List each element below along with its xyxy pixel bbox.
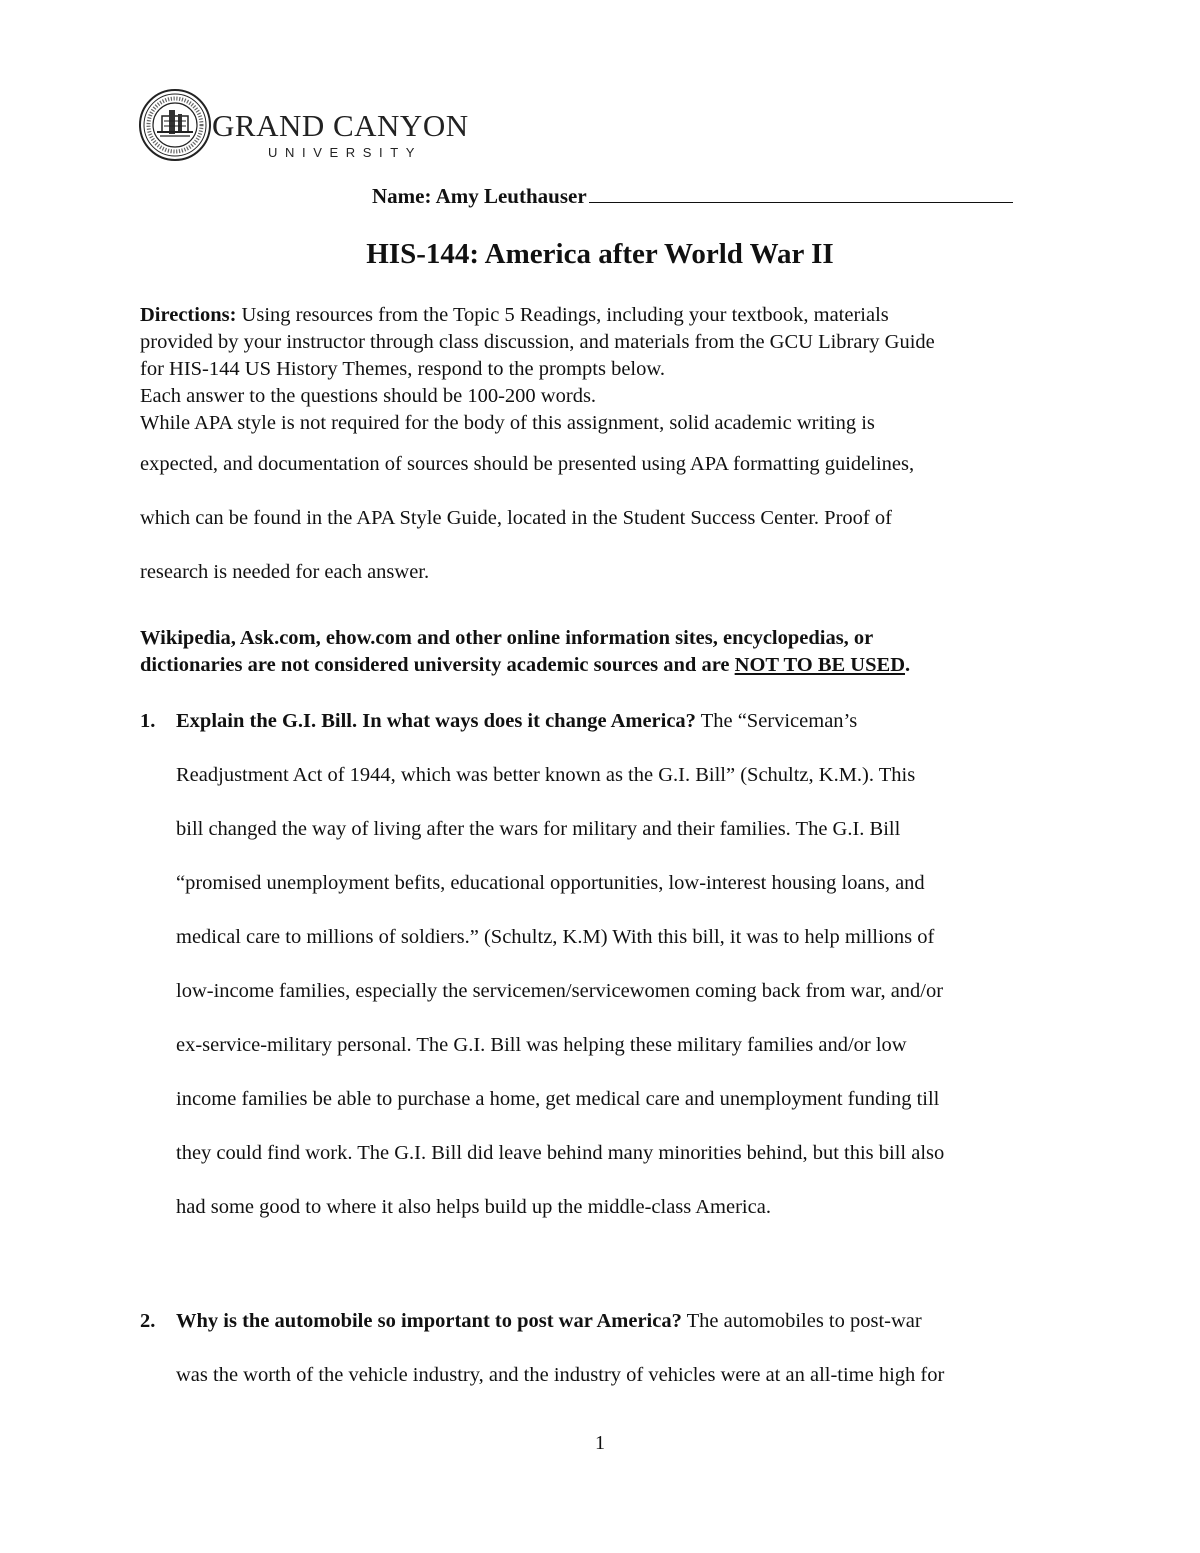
assignment-title: HIS-144: America after World War II [366, 238, 834, 270]
directions-section [140, 302, 1065, 599]
directions-label: Directions: [140, 304, 237, 326]
directions-line: expected, and documentation of sources should be presented using APA formatting guidelines, [140, 453, 915, 475]
directions-line: research is needed for each answer. [140, 561, 430, 583]
answer-line: “promised unemployment befits, educational opportunities, low-interest housing loans, and [176, 872, 925, 894]
directions-line: provided by your instructor through class discussion, and materials from the GCU Library Guide [140, 331, 935, 353]
answer-line: had some good to where it also helps build up the middle-class America. [176, 1196, 771, 1218]
warning-line-2: dictionaries are not considered university academic sources and are NOT TO BE USED. [140, 654, 911, 676]
directions-line: for HIS-144 US History Themes, respond to the prompts below. [140, 358, 665, 380]
question-prompt: Explain the G.I. Bill. In what ways does it change America? [176, 710, 696, 732]
student-name-label: Name: Amy Leuthauser [372, 184, 587, 208]
question-prompt: Why is the automobile so important to post war America? [176, 1310, 682, 1332]
answer-line: they could find work. The G.I. Bill did leave behind many minorities behind, but this bill also [176, 1142, 945, 1164]
answer-line: medical care to millions of soldiers.” (Schultz, K.M) With this bill, it was to help millions of [176, 926, 935, 948]
question-first-line: Explain the G.I. Bill. In what ways does it change America? The “Serviceman’s [176, 710, 858, 732]
answer-line: Readjustment Act of 1944, which was better known as the G.I. Bill” (Schultz, K.M.). This [176, 764, 916, 786]
directions-line: Directions: Using resources from the Topic 5 Readings, including your textbook, materials [140, 304, 889, 326]
question-2 [140, 1294, 1065, 1402]
answer-line: ex-service-military personal. The G.I. Bill was helping these military families and/or low [176, 1034, 907, 1056]
answer-line: bill changed the way of living after the wars for military and their families. The G.I. Bill [176, 818, 901, 840]
logo-subtext: UNIVERSITY [268, 145, 423, 160]
page-number: 1 [595, 1432, 605, 1454]
answer-line: income families be able to purchase a home, get medical care and unemployment funding till [176, 1088, 940, 1110]
university-seal-icon [138, 88, 212, 162]
warning-line-1: Wikipedia, Ask.com, ehow.com and other online information sites, encyclopedias, or [140, 627, 874, 649]
question-number: 1. [140, 710, 156, 732]
directions-line: Each answer to the questions should be 100-200 words. [140, 385, 597, 407]
name-underline [589, 201, 1013, 203]
question-number: 2. [140, 1310, 156, 1332]
directions-line: While APA style is not required for the body of this assignment, solid academic writing is [140, 412, 875, 434]
university-logo [138, 88, 469, 162]
sources-warning [140, 625, 1065, 679]
answer-line: was the worth of the vehicle industry, and the industry of vehicles were at an all-time high for [176, 1364, 945, 1386]
answer-line: low-income families, especially the servicemen/servicewomen coming back from war, and/or [176, 980, 944, 1002]
not-to-be-used-text: NOT TO BE USED [734, 654, 905, 676]
logo-wordmark: GRAND CANYON [212, 108, 469, 143]
directions-line: which can be found in the APA Style Guide, located in the Student Success Center. Proof of [140, 507, 892, 529]
student-name-line [372, 184, 1013, 209]
question-first-line: Why is the automobile so important to post war America? The automobiles to post-war [176, 1310, 922, 1332]
question-1 [140, 694, 1065, 1234]
